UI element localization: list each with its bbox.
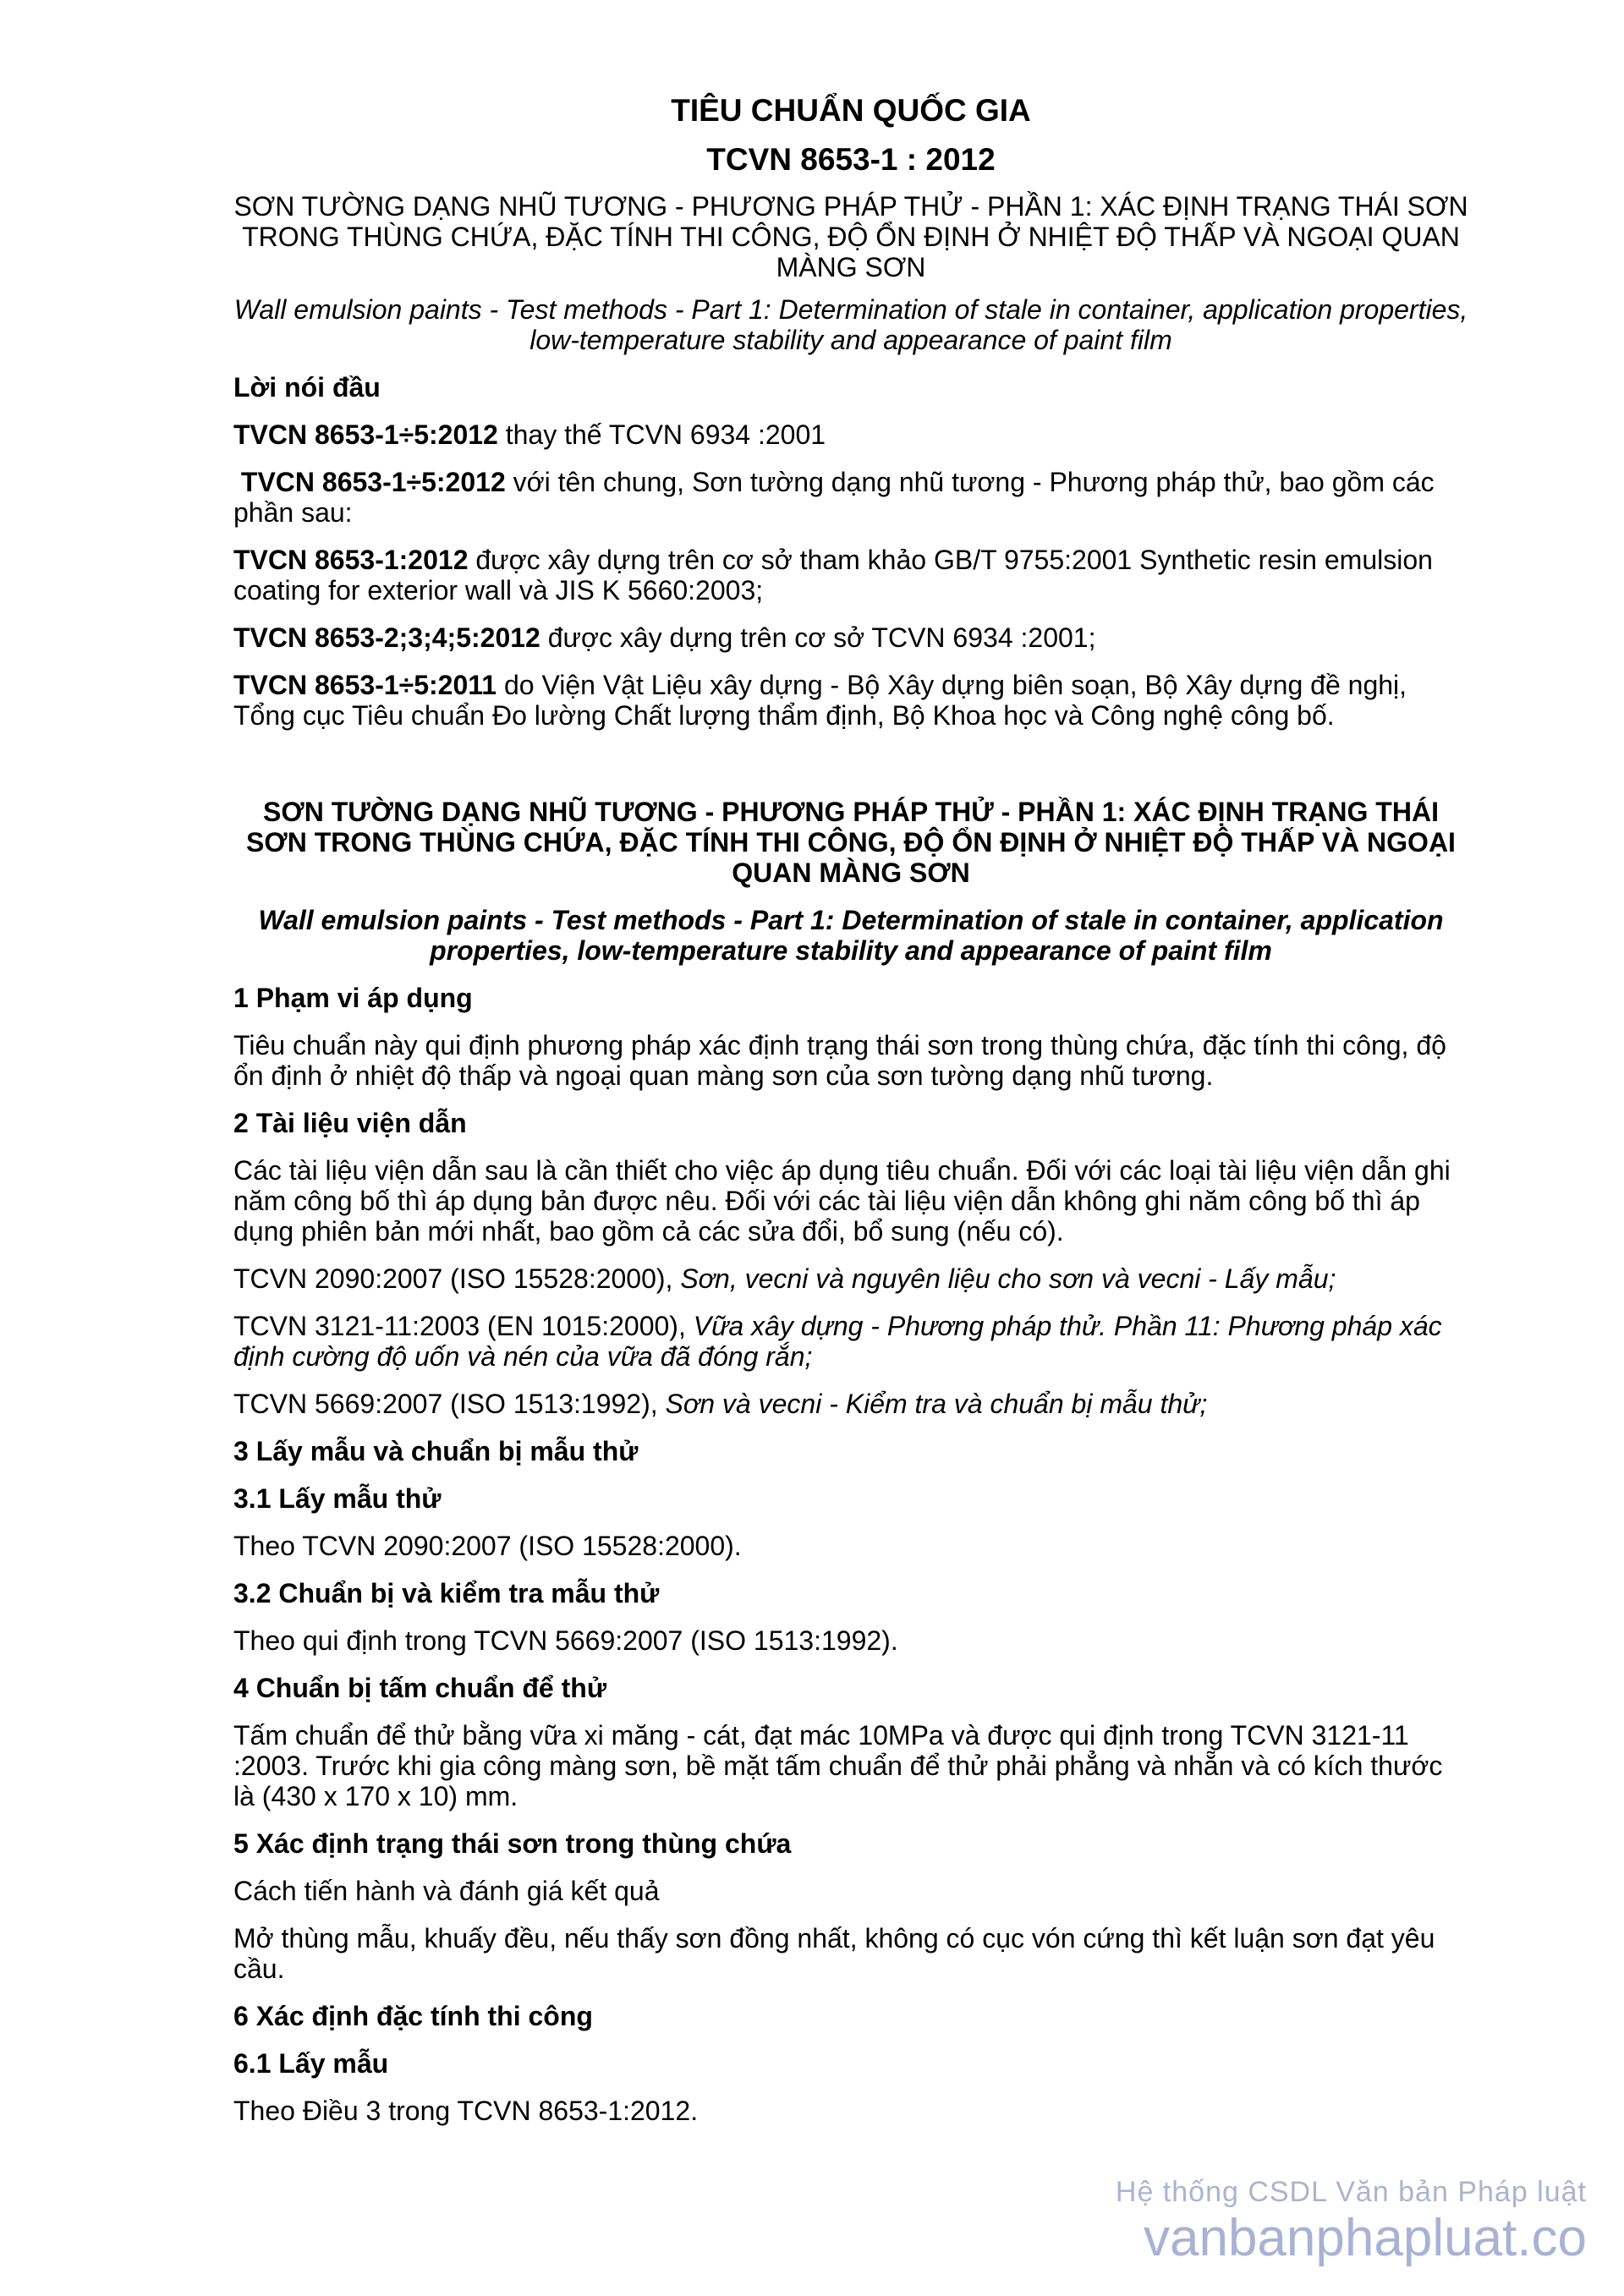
reference-code: TCVN 5669:2007 (ISO 1513:1992),: [233, 1389, 666, 1419]
standard-code: TVCN 8653-1÷5:2012: [233, 419, 498, 450]
foreword-heading: Lời nói đầu: [233, 372, 381, 403]
section-heading: 5 Xác định trạng thái sơn trong thùng chứa: [233, 1828, 792, 1859]
foreword-paragraph: [233, 419, 1468, 450]
watermark-caption: Hệ thống CSDL Văn bản Pháp luật: [1115, 2176, 1587, 2208]
paragraph-text: được xây dựng trên cơ sở tham khảo GB/T 9755:2001 Synthetic resin emulsion coating for exterior wall và JIS K 5660:2003;: [233, 545, 1433, 606]
reference-code: TCVN 2090:2007 (ISO 15528:2000),: [233, 1263, 681, 1294]
reference-item: [233, 1389, 1468, 1419]
watermark-site: vanbanphapluat.co: [1143, 2209, 1587, 2267]
paragraph-text: do Viện Vật Liệu xây dựng - Bộ Xây dựng biên soạn, Bộ Xây dựng đề nghị, Tổng cục Tiêu chuẩn Đo lường Chất lượng thẩm định, Bộ Khoa học và Công nghệ công bố.: [233, 670, 1407, 731]
paragraph-text: thay thế TCVN 6934 :2001: [497, 419, 826, 450]
doc-subtitle-vi: SƠN TƯỜNG DẠNG NHŨ TƯƠNG - PHƯƠNG PHÁP THỬ - PHẦN 1: XÁC ĐỊNH TRẠNG THÁI SƠN TRONG THÙNG CHỨA, ĐẶC TÍNH THI CÔNG, ĐỘ ỔN ĐỊNH Ở NHIỆT ĐỘ THẤP VÀ NGOẠI QUAN MÀNG SƠN: [233, 191, 1468, 282]
doc-subtitle-en: Wall emulsion paints - Test methods - Part 1: Determination of stale in container, application properties, low-temperature stability and appearance of paint film: [233, 294, 1468, 355]
subsection-heading: 3.1 Lấy mẫu thử: [233, 1483, 442, 1514]
section-text: Theo qui định trong TCVN 5669:2007 (ISO 1513:1992).: [233, 1625, 898, 1656]
section-heading: 3 Lấy mẫu và chuẩn bị mẫu thử: [233, 1436, 639, 1466]
section-text: Mở thùng mẫu, khuấy đều, nếu thấy sơn đồng nhất, không có cục vón cứng thì kết luận sơn đạt yêu cầu.: [233, 1923, 1435, 1984]
section-text: Tấm chuẩn để thử bằng vữa xi măng - cát, đạt mác 10MPa và được qui định trong TCVN 3121-11 :2003. Trước khi gia công màng sơn, bề mặt tấm chuẩn để thử phải phẳng và nhẵn và có kích thước là (430 x 170 x 10) mm.: [233, 1720, 1443, 1811]
standard-code: TVCN 8653-1÷5:2011: [233, 670, 497, 700]
foreword-paragraph: [233, 545, 1468, 606]
paragraph-text: với tên chung, Sơn tường dạng nhũ tương - Phương pháp thử, bao gồm các phần sau:: [233, 467, 1435, 528]
standard-code: TVCN 8653-1:2012: [233, 545, 469, 575]
doc-title: TIÊU CHUẨN QUỐC GIA: [671, 93, 1031, 128]
body-title-en: Wall emulsion paints - Test methods - Part 1: Determination of stale in container, application properties, low-temperature stability and appearance of paint film: [258, 905, 1444, 966]
document-page: [233, 91, 1468, 2126]
section-text: Tiêu chuẩn này qui định phương pháp xác định trạng thái sơn trong thùng chứa, đặc tính thi công, độ ổn định ở nhiệt độ thấp và ngoại quan màng sơn của sơn tường dạng nhũ tương.: [233, 1030, 1446, 1091]
reference-item: [233, 1263, 1468, 1294]
paragraph-text: được xây dựng trên cơ sở TCVN 6934 :2001;: [540, 622, 1096, 653]
watermark: [1116, 2175, 1587, 2268]
foreword-paragraph: [233, 670, 1468, 731]
reference-item: [233, 1311, 1468, 1372]
section-text: Cách tiến hành và đánh giá kết quả: [233, 1876, 660, 1906]
reference-title: Vữa xây dựng - Phương pháp thử. Phần 11: Phương pháp xác định cường độ uốn và nén của vữa đã đóng rắn;: [233, 1311, 1442, 1372]
foreword-paragraph: [233, 622, 1468, 653]
body-title-vi: SƠN TƯỜNG DẠNG NHŨ TƯƠNG - PHƯƠNG PHÁP THỬ - PHẦN 1: XÁC ĐỊNH TRẠNG THÁI SƠN TRONG THÙNG CHỨA, ĐẶC TÍNH THI CÔNG, ĐỘ ỔN ĐỊNH Ở NHIỆT ĐỘ THẤP VÀ NGOẠI QUAN MÀNG SƠN: [246, 797, 1456, 888]
section-heading: 4 Chuẩn bị tấm chuẩn để thử: [233, 1673, 606, 1703]
subsection-heading: 3.2 Chuẩn bị và kiểm tra mẫu thử: [233, 1578, 660, 1608]
section-heading: 1 Phạm vi áp dụng: [233, 983, 473, 1013]
reference-code: TCVN 3121-11:2003 (EN 1015:2000),: [233, 1311, 694, 1341]
section-text: Theo TCVN 2090:2007 (ISO 15528:2000).: [233, 1531, 742, 1561]
section-text: Các tài liệu viện dẫn sau là cần thiết cho việc áp dụng tiêu chuẩn. Đối với các loại tài liệu viện dẫn ghi năm công bố thì áp dụng bản được nêu. Đối với các tài liệu viện dẫn không ghi năm công bố thì áp dụng phiên bản mới nhất, bao gồm cả các sửa đổi, bổ sung (nếu có).: [233, 1155, 1451, 1247]
reference-title: Sơn, vecni và nguyên liệu cho sơn và vecni - Lấy mẫu;: [680, 1263, 1336, 1294]
section-text: Theo Điều 3 trong TCVN 8653-1:2012.: [233, 2096, 699, 2126]
section-heading: 6 Xác định đặc tính thi công: [233, 2001, 593, 2031]
standard-code: TVCN 8653-1÷5:2012: [240, 467, 506, 497]
standard-code: TVCN 8653-2;3;4;5:2012: [233, 622, 540, 653]
foreword-paragraph: [233, 467, 1468, 528]
subsection-heading: 6.1 Lấy mẫu: [233, 2048, 389, 2079]
section-heading: 2 Tài liệu viện dẫn: [233, 1108, 467, 1138]
reference-title: Sơn và vecni - Kiểm tra và chuẩn bị mẫu thử;: [665, 1389, 1208, 1419]
doc-code: TCVN 8653-1 : 2012: [706, 142, 996, 177]
